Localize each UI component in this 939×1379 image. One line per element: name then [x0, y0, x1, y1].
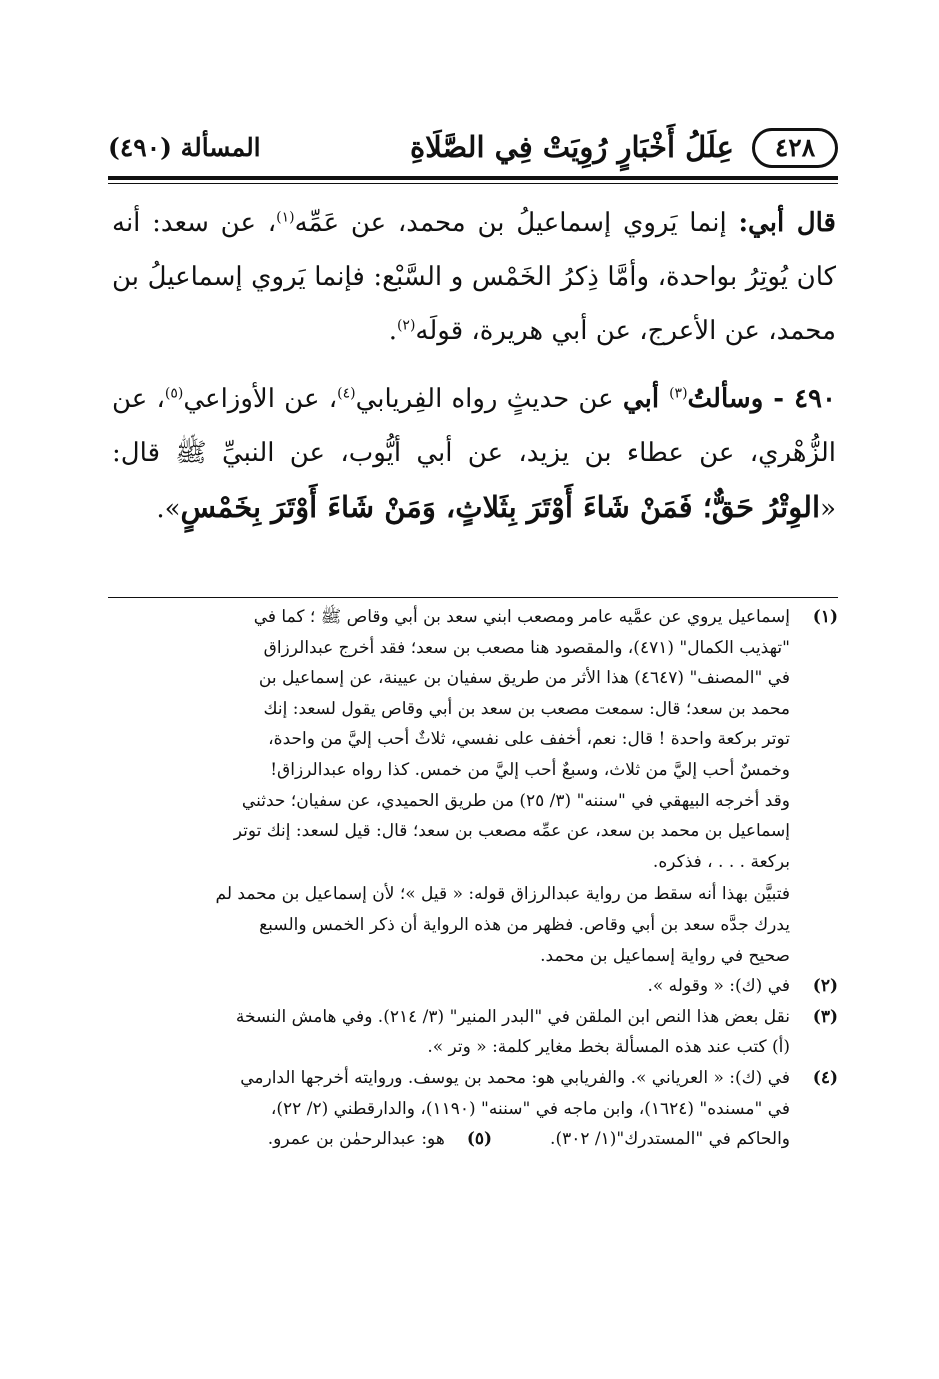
footnote-line: صحيح في رواية إسماعيل بن محمد.: [540, 945, 790, 966]
footnote-number: (٢): [812, 976, 838, 997]
footnote-line: إسماعيل بن محمد بن سعد، عن عمِّه مصعب بن سعد؛ قال: قيل لسعد: إنك توتر: [233, 821, 790, 842]
header-rule-thick: [108, 176, 838, 180]
hadith-quote: الوِتْرُ حَقٌّ؛ فَمَنْ شَاءَ أَوْتَرَ بِثَلاثٍ، وَمَنْ شَاءَ أَوْتَرَ بِخَمْسٍ: [180, 490, 821, 524]
footnote-5-text: هو: عبدالرحمٰن بن عمرو.: [267, 1129, 445, 1150]
footnote-number: (٤): [812, 1067, 838, 1088]
footnote-line: (أ) كتب عند هذه المسألة بخط مغاير كلمة: « وتر ».: [427, 1037, 790, 1058]
issue-label: المسألة (٤٩٠): [108, 133, 261, 162]
footnote-1: [108, 602, 838, 971]
footnote-line: "تهذيب الكمال" (٤٧١)، والمقصود هنا مصعب بن سعد؛ فقد أخرج عبدالرزاق: [263, 637, 790, 658]
footnote-line: في (ك): « العرياني ». والفريابي هو: محمد بن يوسف. وروايته أخرجها الدارمي: [240, 1067, 790, 1088]
footnote-number: (١): [812, 607, 838, 627]
footnote-line: بركعة . . . ، فذكره.: [652, 851, 790, 872]
footnote-line: [108, 1124, 790, 1155]
footnote-4: [108, 1063, 838, 1155]
main-text: [112, 196, 836, 536]
text-run: ، عن الزُّهْري، عن عطاء بن يزيد، عن أبي أيُّوب، عن النبيِّ ﷺ قال: «: [112, 384, 836, 524]
footnote-line: في (ك): « وقوله ».: [647, 976, 790, 997]
page-number: ٤٢٨: [752, 128, 838, 168]
footnote-line: في "مسنده" (١٦٢٤)، وابن ماجه في "سننه" (١١٩٠)، والدارقطني (٢/ ٢٢)،: [270, 1098, 790, 1119]
footnote-3: [108, 1002, 838, 1063]
footnote-line: في "المصنف" (٤٦٤٧) هذا الأثر من طريق سفيان بن عيينة، عن إسماعيل بن: [258, 668, 790, 689]
paragraph-1: [112, 196, 836, 358]
footnote-ref-2: (٢): [396, 317, 416, 334]
footnote-line: يدرك جدَّه سعد بن أبي وقاص. فظهر من هذه الرواية أن ذكر الخمس والسبع: [259, 914, 790, 935]
text-run: ».: [156, 494, 181, 524]
issue-number: ٤٩٠ -: [773, 384, 836, 414]
text-run: ، عن الأوزاعي: [183, 384, 338, 414]
text-run: وسألتُ: [687, 384, 774, 414]
text-run: .: [388, 316, 397, 346]
text-run: ، عن سعد: أنه كان يُوتِرُ بواحدة، وأمَّا ذِكرُ الخَمْس و السَّبْع: فإنما يَروي إسماعيلُ بن محمد، عن الأعرج، عن أبي هريرة، قولَه: [112, 208, 836, 346]
footnote-line: محمد بن سعد؛ قال: سمعت مصعب بن سعد بن أبي وقاص يقول لسعد: إنك: [263, 698, 790, 719]
header-rule-thin: [108, 183, 838, 184]
footnote-2: [108, 971, 838, 1002]
speaker-label: قال أبي:: [738, 208, 836, 238]
text-run: إنما يَروي إسماعيلُ بن محمد، عن عَمِّه: [294, 208, 739, 238]
text-run: عن حديثٍ رواه الفِريابي: [355, 384, 623, 414]
footnote-ref-5: (٥): [164, 385, 184, 402]
footnote-ref-4: (٤): [337, 385, 356, 402]
footnote-ref-3: (٣): [669, 385, 688, 402]
page-header: [108, 124, 838, 172]
book-title: عِلَلُ أَخْبَارٍ رُوِيَتْ فِي الصَّلَاةِ: [410, 130, 734, 164]
footnote-separator: [108, 597, 838, 598]
footnote-line: وقد أخرجه البيهقي في "سننه" (٣/ ٢٥) من طريق الحميدي، عن سفيان؛ حدثني: [241, 790, 790, 811]
footnote-line: وخمسٌ أحب إليَّ من ثلاث، وسبعٌ أحب إليَّ من خمس. كذا رواه عبدالرزاق!: [270, 759, 790, 780]
footnote-line: نقل بعض هذا النص ابن الملقن في "البدر المنير" (٣/ ٢١٤). وفي هامش النسخة: [235, 1006, 790, 1027]
text-run: أبي: [622, 384, 670, 414]
footnote-text: والحاكم في "المستدرك"(١/ ٣٠٢).: [550, 1129, 790, 1150]
paragraph-2: [112, 372, 836, 536]
footnote-line: توتر بركعة واحدة ! قال: نعم، أخفف على نفسي، ثلاثٌ أحب إليَّ من واحدة،: [268, 729, 790, 750]
footnotes: [108, 602, 838, 1155]
footnote-ref-1: (١): [276, 209, 295, 226]
footnote-number: (٣): [812, 1006, 838, 1027]
footnote-5-number: (٥): [466, 1129, 493, 1150]
footnote-line: فتبيَّن بهذا أنه سقط من رواية عبدالرزاق قوله: « قيل »؛ لأن إسماعيل بن محمد لم: [215, 884, 790, 905]
footnote-line: إسماعيل يروي عن عمَّيه عامر ومصعب ابني سعد بن أبي وقاص ﷺ ؛ كما في: [253, 607, 790, 627]
